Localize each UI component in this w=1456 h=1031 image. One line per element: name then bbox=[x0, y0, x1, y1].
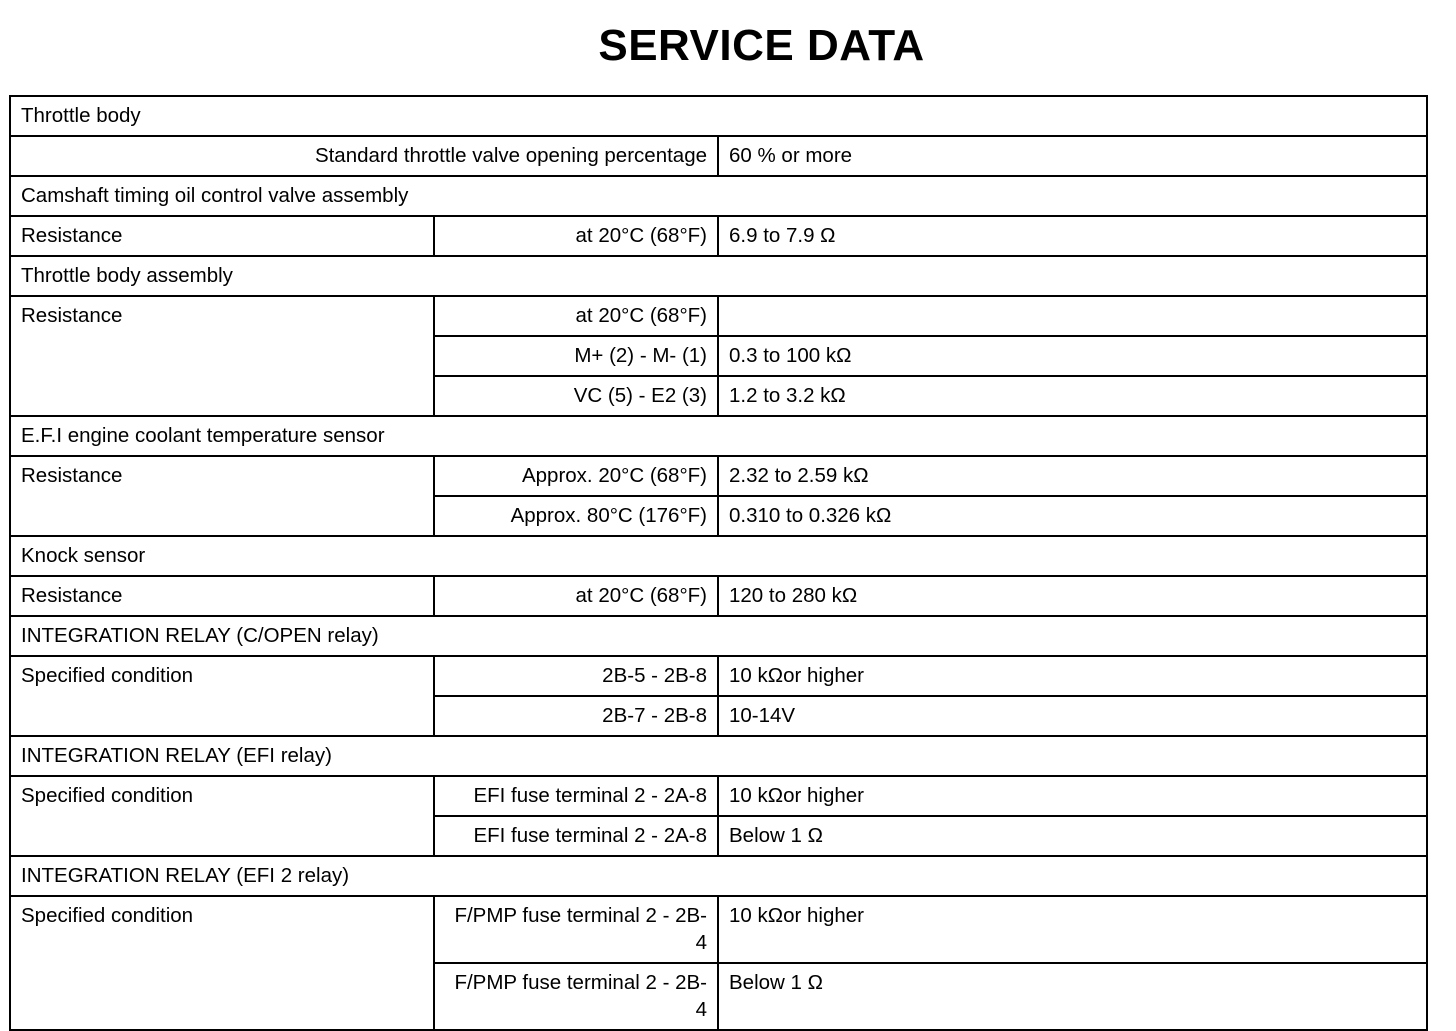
spec-value: 0.3 to 100 kΩ bbox=[718, 336, 1427, 376]
table-row bbox=[10, 576, 1427, 616]
table-row bbox=[10, 896, 1427, 963]
table-row bbox=[10, 656, 1427, 696]
spec-value: 1.2 to 3.2 kΩ bbox=[718, 376, 1427, 416]
spec-condition: M+ (2) - M- (1) bbox=[434, 336, 718, 376]
spec-item: Resistance bbox=[10, 576, 434, 616]
table-row bbox=[10, 136, 1427, 176]
spec-value: 6.9 to 7.9 Ω bbox=[718, 216, 1427, 256]
spec-item: Specified condition bbox=[10, 776, 434, 856]
spec-condition: 2B-5 - 2B-8 bbox=[434, 656, 718, 696]
spec-condition: at 20°C (68°F) bbox=[434, 296, 718, 336]
spec-value: Below 1 Ω bbox=[718, 963, 1427, 1030]
section-heading: E.F.I engine coolant temperature sensor bbox=[10, 416, 1427, 456]
spec-item: Specified condition bbox=[10, 656, 434, 736]
page-title: SERVICE DATA bbox=[598, 21, 925, 70]
section-header-row bbox=[10, 256, 1427, 296]
spec-value: 120 to 280 kΩ bbox=[718, 576, 1427, 616]
spec-condition: F/PMP fuse terminal 2 - 2B-4 bbox=[434, 963, 718, 1030]
section-header-row bbox=[10, 96, 1427, 136]
spec-condition: Approx. 80°C (176°F) bbox=[434, 496, 718, 536]
table-row bbox=[10, 216, 1427, 256]
spec-condition: F/PMP fuse terminal 2 - 2B-4 bbox=[434, 896, 718, 963]
section-heading: INTEGRATION RELAY (C/OPEN relay) bbox=[10, 616, 1427, 656]
service-data-table bbox=[9, 95, 1428, 1031]
spec-condition: EFI fuse terminal 2 - 2A-8 bbox=[434, 776, 718, 816]
spec-value: 10 kΩor higher bbox=[718, 896, 1427, 963]
spec-condition: 2B-7 - 2B-8 bbox=[434, 696, 718, 736]
table-row bbox=[10, 296, 1427, 336]
table-row bbox=[10, 456, 1427, 496]
spec-value bbox=[718, 296, 1427, 336]
spec-value: 10 kΩor higher bbox=[718, 656, 1427, 696]
section-header-row bbox=[10, 736, 1427, 776]
section-header-row bbox=[10, 416, 1427, 456]
section-heading: Throttle body bbox=[10, 96, 1427, 136]
spec-value: 0.310 to 0.326 kΩ bbox=[718, 496, 1427, 536]
spec-value: 2.32 to 2.59 kΩ bbox=[718, 456, 1427, 496]
table-row bbox=[10, 776, 1427, 816]
spec-condition: at 20°C (68°F) bbox=[434, 216, 718, 256]
spec-value: 60 % or more bbox=[718, 136, 1427, 176]
section-header-row bbox=[10, 176, 1427, 216]
spec-item: Specified condition bbox=[10, 896, 434, 1030]
spec-condition: Approx. 20°C (68°F) bbox=[434, 456, 718, 496]
section-header-row bbox=[10, 856, 1427, 896]
spec-condition: at 20°C (68°F) bbox=[434, 576, 718, 616]
spec-condition: EFI fuse terminal 2 - 2A-8 bbox=[434, 816, 718, 856]
spec-value: 10-14V bbox=[718, 696, 1427, 736]
section-heading: Throttle body assembly bbox=[10, 256, 1427, 296]
section-header-row bbox=[10, 536, 1427, 576]
spec-condition: VC (5) - E2 (3) bbox=[434, 376, 718, 416]
section-heading: INTEGRATION RELAY (EFI 2 relay) bbox=[10, 856, 1427, 896]
section-heading: INTEGRATION RELAY (EFI relay) bbox=[10, 736, 1427, 776]
spec-label: Standard throttle valve opening percentage bbox=[10, 136, 718, 176]
section-heading: Knock sensor bbox=[10, 536, 1427, 576]
spec-item: Resistance bbox=[10, 456, 434, 536]
spec-value: 10 kΩor higher bbox=[718, 776, 1427, 816]
section-heading: Camshaft timing oil control valve assembly bbox=[10, 176, 1427, 216]
spec-item: Resistance bbox=[10, 216, 434, 256]
spec-value: Below 1 Ω bbox=[718, 816, 1427, 856]
section-header-row bbox=[10, 616, 1427, 656]
spec-item: Resistance bbox=[10, 296, 434, 416]
